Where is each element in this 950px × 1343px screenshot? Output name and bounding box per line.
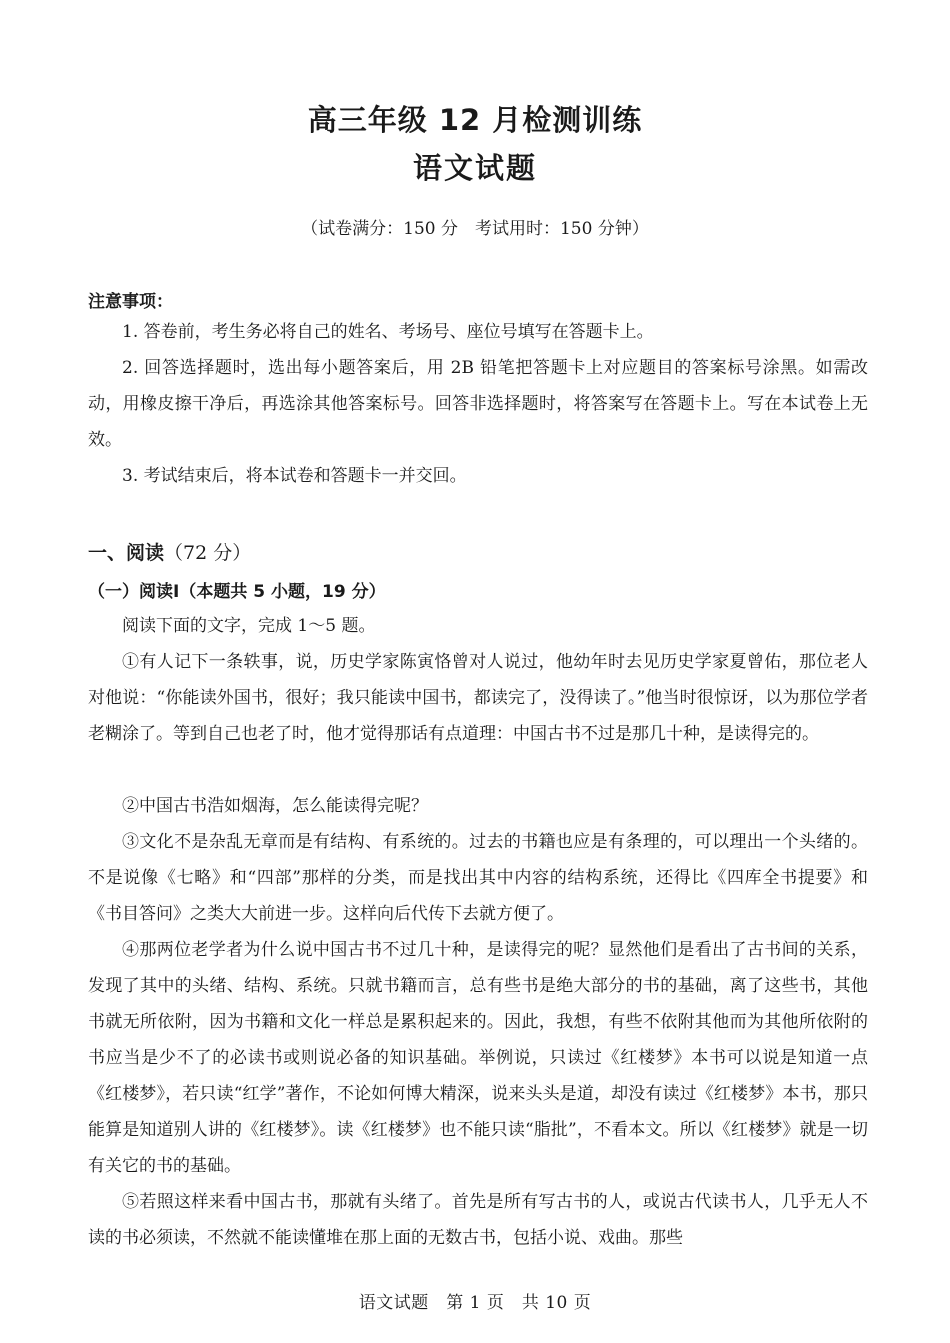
subsection-title: （一）阅读Ⅰ — [88, 582, 180, 602]
passage-paragraph: ⑤若照这样来看中国古书，那就有头绪了。首先是所有写古书的人，或说古代读书人，几乎无人不读的书必须读，不然就不能读懂堆在那上面的无数古书，包括小说、戏曲。那些 — [88, 1192, 868, 1248]
subsection-heading — [88, 577, 386, 602]
notice-item: 3. 考试结束后，将本试卷和答题卡一并交回。 — [122, 466, 467, 486]
reading-instruction: 阅读下面的文字，完成 1～5 题。 — [122, 616, 376, 636]
passage-paragraph: ②中国古书浩如烟海，怎么能读得完呢？ — [122, 796, 428, 816]
section-title: 一、阅读 — [88, 542, 165, 564]
notice-item: 1. 答卷前，考生务必将自己的姓名、考场号、座位号填写在答题卡上。 — [122, 322, 654, 342]
page-footer: 语文试题 第 1 页 共 10 页 — [358, 1293, 592, 1313]
passage-paragraph: ③文化不是杂乱无章而是有结构、有系统的。过去的书籍也应是有条理的，可以理出一个头绪的。不是说像《七略》和“四部”那样的分类，而是找出其中内容的结构系统，还得比《四库全书提要》和《书目答问》之类大大前进一步。这样向后代传下去就方便了。 — [88, 832, 868, 924]
exam-title: 高三年级 12 月检测训练 — [307, 103, 643, 137]
passage-paragraph: ①有人记下一条轶事，说，历史学家陈寅恪曾对人说过，他幼年时去见历史学家夏曾佑，那位老人对他说：“你能读外国书，很好；我只能读中国书，都读完了，没得读了。”他当时很惊讶，以为那位学者老糊涂了。等到自己也老了时，他才觉得那话有点道理：中国古书不过是那几十种，是读得完的。 — [88, 652, 868, 744]
subsection-score: （本题共 5 小题，19 分） — [179, 582, 386, 602]
section-score: （72 分） — [164, 542, 252, 564]
notice-heading: 注意事项： — [88, 292, 173, 312]
passage-paragraph: ④那两位老学者为什么说中国古书不过几十种，是读得完的呢？显然他们是看出了古书间的关系，发现了其中的头绪、结构、系统。只就书籍而言，总有些书是绝大部分的书的基础，离了这些书，其他书就无所依附，因为书籍和文化一样总是累积起来的。因此，我想，有些不依附其他而为其他所依附的书应当是少不了的必读书或则说必备的知识基础。举例说，只读过《红楼梦》本书可以说是知道一点《红楼梦》，若只读“红学”著作，不论如何博大精深，说来头头是道，却没有读过《红楼梦》本书，那只能算是知道别人讲的《红楼梦》。读《红楼梦》也不能只读“脂批”，不看本文。所以《红楼梦》就是一切有关它的书的基础。 — [88, 940, 868, 1176]
subject-title: 语文试题 — [412, 151, 537, 185]
exam-info: （试卷满分：150 分 考试用时：150 分钟） — [301, 219, 649, 239]
notice-item: 2. 回答选择题时，选出每小题答案后，用 2B 铅笔把答题卡上对应题目的答案标号涂黑。如需改动，用橡皮擦干净后，再选涂其他答案标号。回答非选择题时，将答案写在答题卡上。写在本试卷上无效。 — [88, 358, 868, 450]
section-heading — [88, 538, 251, 565]
